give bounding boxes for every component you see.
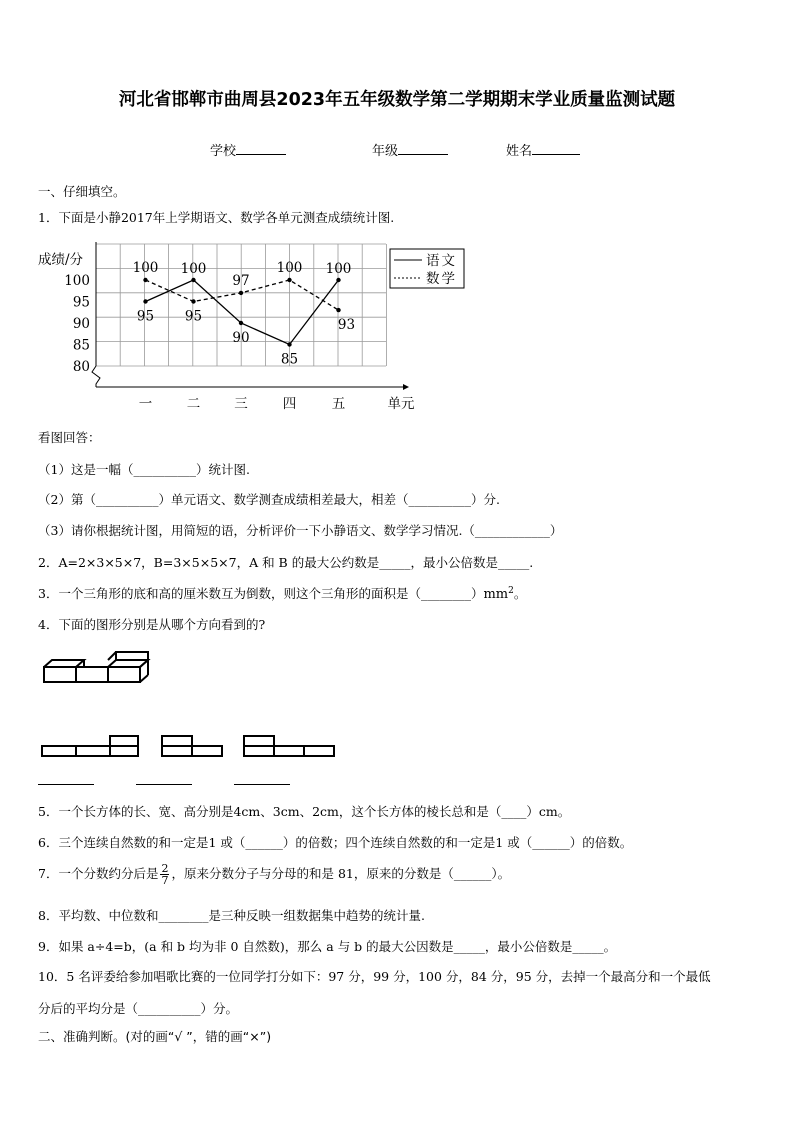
- data-label: 95: [136, 308, 155, 325]
- data-point: [336, 278, 340, 282]
- view-figure-a: [40, 734, 150, 758]
- data-point: [287, 278, 291, 282]
- data-label: 93: [337, 317, 356, 334]
- data-label: 100: [180, 261, 207, 277]
- y-axis-break-mark: [92, 366, 100, 387]
- data-point: [336, 308, 340, 312]
- x-tick-label: 二: [186, 396, 201, 412]
- data-label: 97: [232, 272, 250, 289]
- section-2-heading: 二、准确判断。(对的画“√ ”，错的画“×”): [38, 1029, 272, 1044]
- question-10-line-2: 分后的平均分是（__________）分。: [38, 1001, 239, 1016]
- x-axis-arrow: [403, 384, 409, 390]
- x-axis-label: 单元: [387, 396, 415, 412]
- data-label: 100: [132, 260, 159, 276]
- answer-blank-a[interactable]: [38, 784, 94, 785]
- y-axis-label: 成绩/分: [38, 252, 84, 268]
- fraction-numerator: 2: [161, 862, 169, 875]
- answer-blank-c[interactable]: [234, 784, 290, 785]
- school-blank[interactable]: [236, 140, 286, 155]
- question-7-rest: ，原来分数分子与分母的和是 81，原来的分数是（______）。: [171, 866, 511, 881]
- data-label: 100: [325, 261, 352, 277]
- question-1-stem: 1．下面是小静2017年上学期语文、数学各单元测查成绩统计图.: [38, 210, 395, 225]
- question-7-text: 7．一个分数约分后是: [38, 866, 159, 881]
- chart-legend: [390, 249, 464, 288]
- view-figure-b: [160, 734, 230, 758]
- data-point: [191, 278, 195, 282]
- x-tick-label: 一: [138, 396, 153, 412]
- fraction-denominator: 7: [161, 874, 169, 887]
- x-tick-label: 四: [282, 396, 297, 412]
- chart-axes: [38, 242, 415, 412]
- grade-field: [372, 140, 448, 159]
- question-3-end: 。: [513, 586, 527, 601]
- cube-solid-figure: [40, 650, 170, 690]
- legend-label-math: 数学: [426, 271, 457, 287]
- area-unit-exponent: 2: [508, 585, 514, 596]
- question-10-line-1: 10．5 名评委给参加唱歌比赛的一位同学打分如下：97 分，99 分，100 分，84 分，95 分，去掉一个最高分和一个最低: [38, 969, 711, 984]
- school-field: [210, 140, 286, 159]
- page-title: 河北省邯郸市曲周县2023年五年级数学第二学期期末学业质量监测试题: [118, 90, 676, 110]
- name-label: 姓名: [506, 144, 533, 159]
- question-2: 2．A=2×3×5×7，B=3×5×5×7，A 和 B 的最大公约数是_____，最小公倍数是_____.: [38, 555, 534, 570]
- question-8: 8．平均数、中位数和________是三种反映一组数据集中趋势的统计量.: [38, 908, 425, 923]
- name-blank[interactable]: [532, 140, 580, 155]
- question-3: [38, 584, 526, 602]
- question-7: [38, 863, 510, 886]
- y-tick-label: 85: [72, 337, 90, 354]
- data-label: 85: [280, 351, 299, 368]
- data-point: [143, 278, 147, 282]
- data-point: [287, 342, 291, 346]
- data-label: 95: [184, 308, 203, 325]
- x-tick-label: 五: [331, 396, 346, 412]
- question-5: 5．一个长方体的长、宽、高分别是4cm、3cm、2cm，这个长方体的棱长总和是（____）cm。: [38, 804, 571, 819]
- data-point: [191, 299, 195, 303]
- question-6: 6．三个连续自然数的和一定是1 或（______）的倍数；四个连续自然数的和一定是1 或（______）的倍数。: [38, 835, 633, 850]
- data-label: 100: [276, 260, 303, 276]
- grade-blank[interactable]: [398, 140, 448, 155]
- school-label: 学校: [210, 144, 237, 159]
- y-tick-label: 80: [72, 359, 90, 375]
- chart-labels: [133, 260, 355, 368]
- data-point: [239, 291, 243, 295]
- name-field: [506, 140, 580, 159]
- score-line-chart: [28, 238, 468, 416]
- y-tick-label: 90: [72, 316, 90, 332]
- question-9: 9．如果 a÷4=b，(a 和 b 均为非 0 自然数)，那么 a 与 b 的最大公因数是_____，最小公倍数是_____。: [38, 939, 617, 954]
- look-prompt: 看图回答：: [38, 430, 101, 445]
- question-1-part-3: （3）请你根据统计图，用简短的语，分析评价一下小静语文、数学学习情况.（____________）: [38, 523, 563, 538]
- data-point: [143, 299, 147, 303]
- section-1-heading: 一、仔细填空。: [38, 184, 126, 199]
- question-1-part-1: （1）这是一幅（__________）统计图.: [38, 462, 250, 477]
- y-tick-label: 95: [72, 294, 90, 311]
- view-figure-c: [242, 734, 342, 758]
- question-3-text: 3．一个三角形的底和高的厘米数互为倒数，则这个三角形的面积是（________）: [38, 586, 484, 601]
- data-label: 90: [232, 330, 250, 346]
- area-unit: mm: [483, 587, 509, 602]
- grade-label: 年级: [372, 144, 399, 159]
- legend-label-chinese: 语文: [426, 253, 457, 269]
- x-tick-label: 三: [234, 396, 248, 412]
- fraction: [160, 863, 169, 886]
- question-1-part-2: （2）第（__________）单元语文、数学测查成绩相差最大，相差（__________）分.: [38, 492, 500, 507]
- y-tick-label: 100: [64, 273, 90, 289]
- data-point: [239, 321, 243, 325]
- answer-blank-b[interactable]: [136, 784, 192, 785]
- question-4: 4．下面的图形分别是从哪个方向看到的?: [38, 617, 266, 632]
